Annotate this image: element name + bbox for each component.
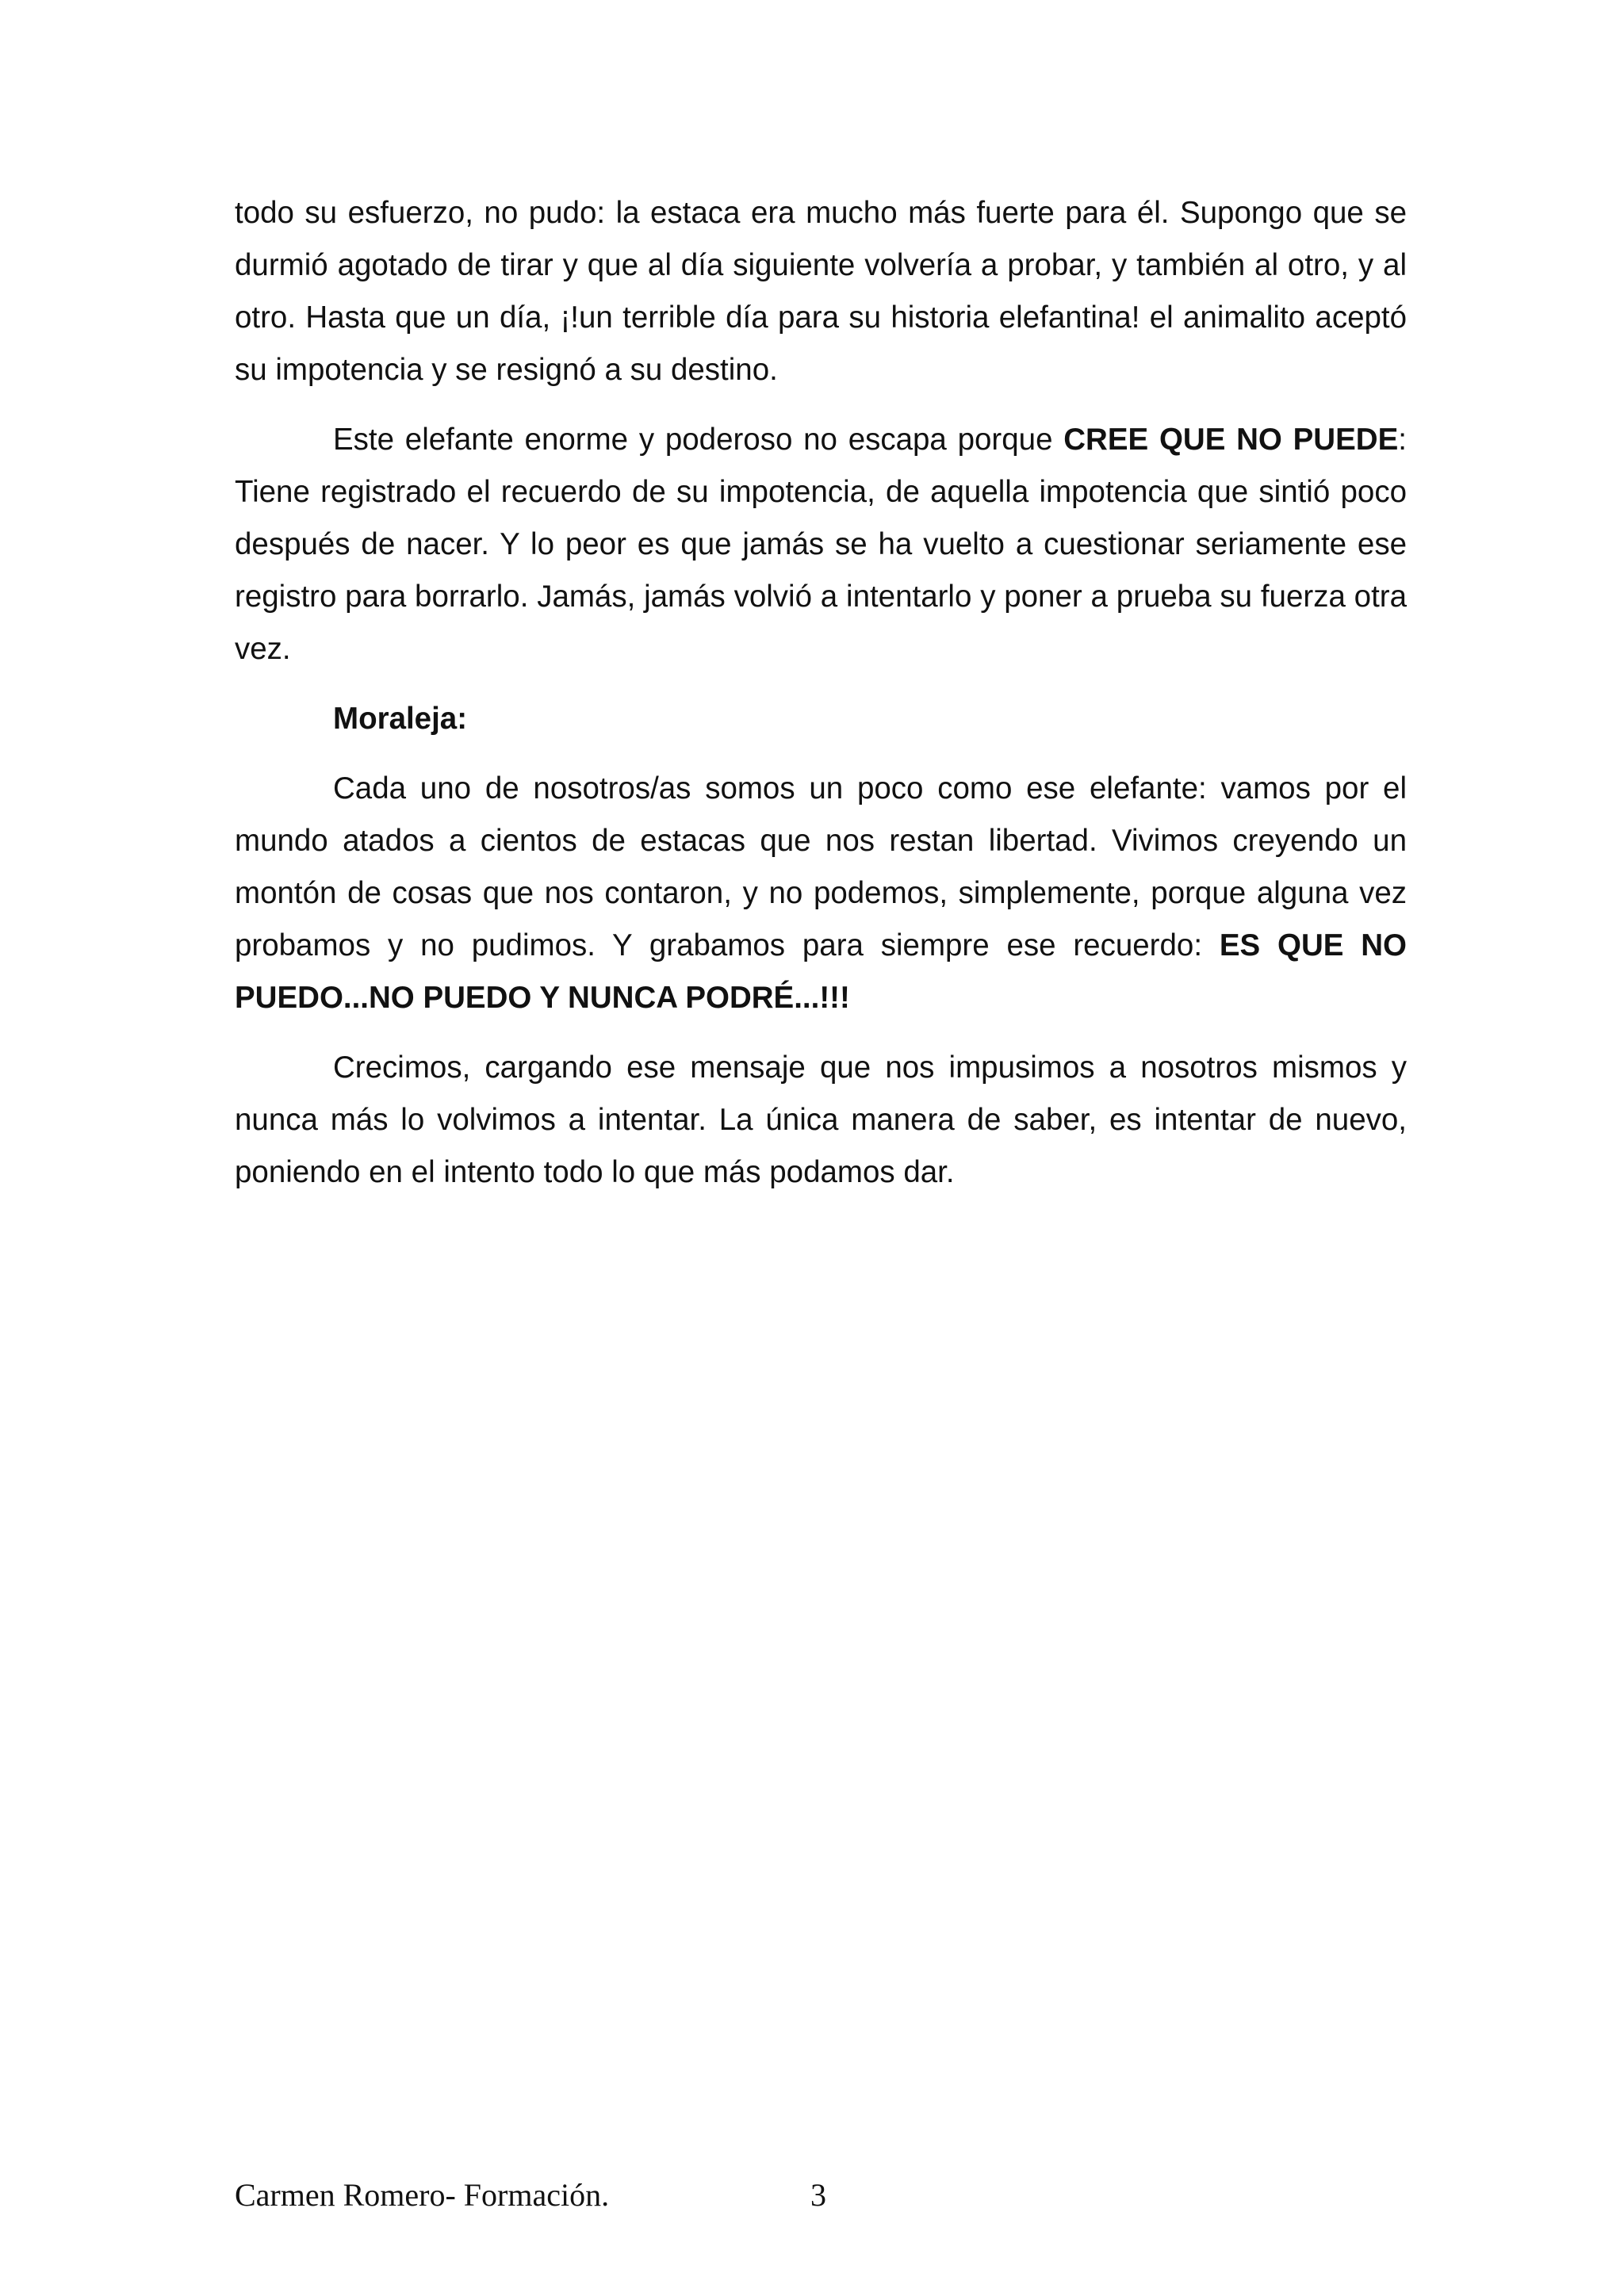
paragraph-3-emphasis: ES QUE NO PUEDO...NO PUEDO Y NUNCA PODRÉ...!!! (235, 928, 1407, 1015)
paragraph-2-text-end: : Tiene registrado el recuerdo de su impotencia, de aquella impotencia que sintió poco después de nacer. Y lo peor es que jamás se ha vuelto a cuestionar seriamente ese registro para borrarlo. Jamás, jamás volvió a intentarlo y poner a prueba su fuerza otra vez. (235, 423, 1407, 666)
paragraph-4-text: Crecimos, cargando ese mensaje que nos impusimos a nosotros mismos y nunca más lo volvimos a intentar. La única manera de saber, es intentar de nuevo, poniendo en el intento todo lo que más podamos dar. (235, 1050, 1407, 1189)
paragraph-1 (235, 187, 1407, 396)
paragraph-2-text-start: Este elefante enorme y poderoso no escapa porque (333, 423, 1064, 457)
section-heading: Moraleja: (333, 702, 468, 736)
paragraph-3-text: Cada uno de nosotros/as somos un poco como ese elefante: vamos por el mundo atados a cientos de estacas que nos restan libertad. Vivimos creyendo un montón de cosas que nos contaron, y no podemos, simplemente, porque alguna vez probamos y no pudimos. Y grabamos para siempre ese recuerdo: (235, 771, 1407, 962)
document-body (235, 187, 1407, 1216)
paragraph-1-text: todo su esfuerzo, no pudo: la estaca era mucho más fuerte para él. Supongo que se durmió agotado de tirar y que al día siguiente volvería a probar, y también al otro, y al otro. Hasta que un día, ¡!un terrible día para su historia elefantina! el animalito aceptó su impotencia y se resignó a su destino. (235, 196, 1407, 387)
page-number: 3 (810, 2177, 826, 2213)
paragraph-2 (235, 414, 1407, 675)
paragraph-2-emphasis: CREE QUE NO PUEDE (1063, 423, 1399, 457)
paragraph-4 (235, 1042, 1407, 1199)
paragraph-3 (235, 763, 1407, 1024)
footer-author: Carmen Romero- Formación. (235, 2177, 610, 2213)
